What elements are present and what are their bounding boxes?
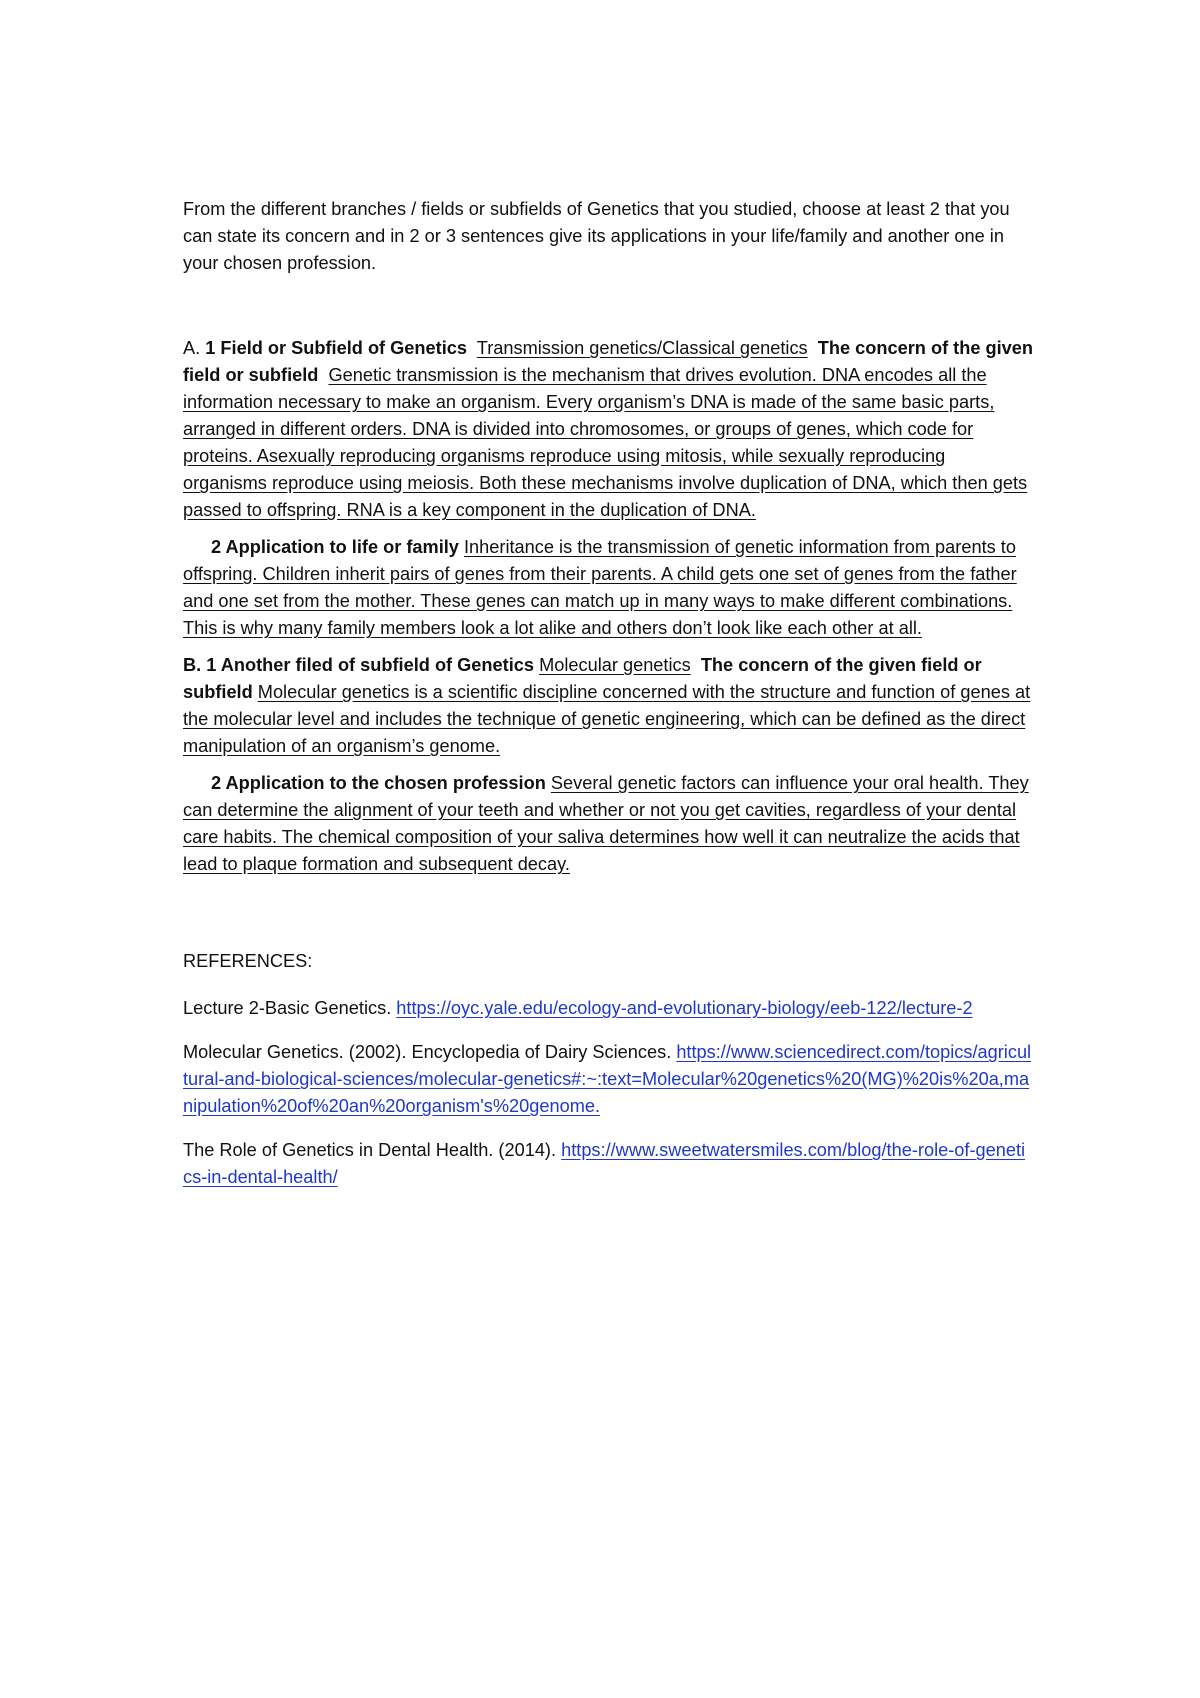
section-b-concern-text: Molecular genetics is a scientific discipline concerned with the structure and function of genes at the molecular level and includes the technique of genetic engineering, which can be defined as the direct manipulation of an organism’s genome. [183, 682, 1031, 756]
section-b-field [183, 652, 1033, 760]
intro-paragraph: From the different branches / fields or subfields of Genetics that you studied, choose at least 2 that you can state its concern and in 2 or 3 sentences give its applications in your life/family and another one in your chosen profession. [183, 199, 1010, 273]
section-b-application-text: Several genetic factors can influence your oral health. They can determine the alignment of your teeth and whether or not you get cavities, regardless of your dental care habits. The chemical composition of your saliva determines how well it can neutralize the acids that lead to plaque formation and subsequent decay. [183, 773, 1029, 874]
section-b-field-label: 1 Another filed of subfield of Genetics [206, 655, 534, 675]
section-b-prefix: B. [183, 655, 207, 675]
reference-item [183, 1137, 1033, 1191]
document-page [183, 196, 1033, 1208]
section-a-application-label: 2 Application to life or family [211, 537, 459, 557]
reference-text: Lecture 2-Basic Genetics. [183, 998, 397, 1018]
reference-item [183, 995, 1033, 1022]
section-b-field-value: Molecular genetics [539, 655, 691, 675]
section-a-concern-text: Genetic transmission is the mechanism that drives evolution. DNA encodes all the information necessary to make an organism. Every organism’s DNA is made of the same basic parts, arranged in different orders. DNA is divided into chromosomes, or groups of genes, which code for proteins. Asexually reproducing organisms reproduce using mitosis, while sexually reproducing organisms reproduce using meiosis. Both these mechanisms involve duplication of DNA, which then gets passed to offspring. RNA is a key component in the duplication of DNA. [183, 365, 1028, 520]
section-b-application [183, 770, 1033, 878]
reference-link[interactable]: https://www.sciencedirect.com/topics/agricultural-and-biological-sciences/molecular-genetics#:~:text=Molecular%20genetics%20(MG)%20is%20a,manipulation%20of%20an%20organism's%20genome. [183, 1042, 1032, 1116]
reference-link[interactable]: https://oyc.yale.edu/ecology-and-evolutionary-biology/eeb-122/lecture-2 [396, 998, 973, 1018]
reference-text: Molecular Genetics. (2002). Encyclopedia of Dairy Sciences. [183, 1042, 677, 1062]
section-a-concern-label: The concern of the given field or subfield [183, 338, 1034, 385]
section-a-field [183, 335, 1033, 524]
section-a-application [183, 534, 1033, 642]
section-b-concern-label: The concern of the given field or subfield [183, 655, 982, 702]
section-a-field-value: Transmission genetics/Classical genetics [476, 338, 808, 358]
reference-link[interactable]: https://www.sweetwatersmiles.com/blog/the-role-of-genetics-in-dental-health/ [183, 1140, 1026, 1187]
reference-text: The Role of Genetics in Dental Health. (2014). [183, 1140, 562, 1160]
references-title: REFERENCES: [183, 951, 313, 971]
section-b-application-label: 2 Application to the chosen profession [211, 773, 546, 793]
section-a-application-text: Inheritance is the transmission of genetic information from parents to offspring. Children inherit pairs of genes from their parents. A child gets one set of genes from the father and one set from the mother. These genes can match up in many ways to make different combinations. This is why many family members look a lot alike and others don’t look like each other at all. [183, 537, 1017, 638]
section-a-prefix: A. [183, 338, 206, 358]
section-a-field-label: 1 Field or Subfield of Genetics [205, 338, 467, 358]
reference-item [183, 1039, 1033, 1120]
